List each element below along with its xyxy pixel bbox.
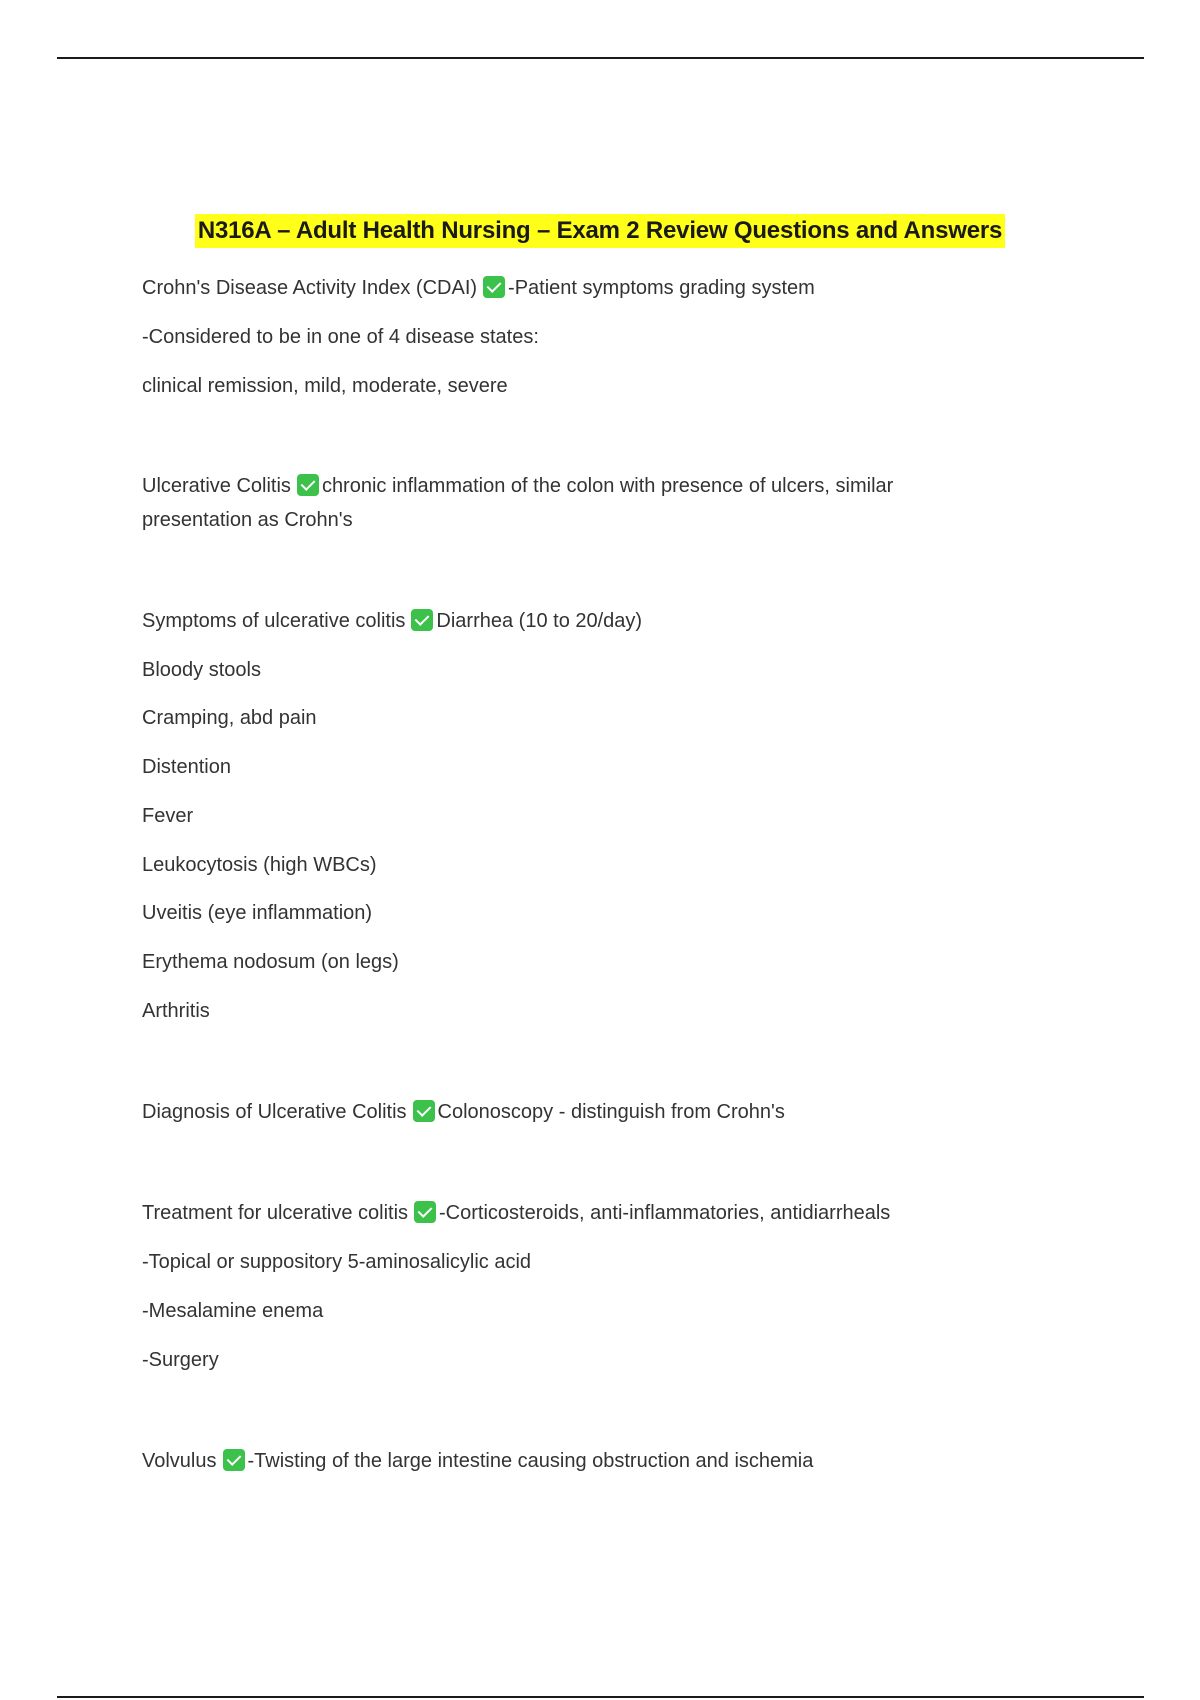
term: Ulcerative Colitis (142, 475, 291, 497)
qa-entry-uc-diagnosis (142, 1095, 785, 1129)
check-square-icon (414, 1201, 436, 1223)
answer: chronic inflammation of the colon with presence of ulcers, similar presentation as Crohn's (142, 475, 894, 531)
answer: Colonoscopy - distinguish from Crohn's (437, 1101, 785, 1123)
check-square-icon (411, 609, 433, 631)
term: Diagnosis of Ulcerative Colitis (142, 1101, 407, 1123)
answer-line: Bloody stools (142, 659, 261, 681)
bottom-rule (57, 1696, 1144, 1698)
title-container (0, 214, 1200, 248)
qa-entry-cdai (142, 271, 815, 305)
answer-line: -Surgery (142, 1349, 219, 1371)
answer-line: Fever (142, 805, 194, 827)
answer-line: clinical remission, mild, moderate, severe (142, 375, 508, 397)
answer-line: Cramping, abd pain (142, 707, 317, 729)
qa-entry-volvulus (142, 1444, 813, 1478)
answer-line: -Mesalamine enema (142, 1300, 324, 1322)
answer-line: Leukocytosis (high WBCs) (142, 854, 377, 876)
qa-entry-uc-treatment (142, 1196, 890, 1230)
check-square-icon (223, 1449, 245, 1471)
answer-line: Distention (142, 756, 231, 778)
check-square-icon (297, 474, 319, 496)
answer-line: -Considered to be in one of 4 disease states: (142, 326, 539, 348)
term: Volvulus (142, 1450, 217, 1472)
term: Crohn's Disease Activity Index (CDAI) (142, 277, 478, 299)
term: Symptoms of ulcerative colitis (142, 610, 406, 632)
answer-line: -Topical or suppository 5-aminosalicylic acid (142, 1251, 532, 1273)
check-square-icon (413, 1100, 435, 1122)
top-rule (57, 57, 1144, 59)
document-title: N316A – Adult Health Nursing – Exam 2 Review Questions and Answers (195, 214, 1005, 248)
answer-line: Erythema nodosum (on legs) (142, 951, 399, 973)
answer: -Corticosteroids, anti-inflammatories, antidiarrheals (439, 1202, 891, 1224)
answer: -Twisting of the large intestine causing obstruction and ischemia (247, 1450, 814, 1472)
answer: Diarrhea (10 to 20/day) (436, 610, 643, 632)
answer-line: Uveitis (eye inflammation) (142, 902, 373, 924)
check-square-icon (483, 276, 505, 298)
qa-entry-uc-symptoms (142, 604, 642, 638)
term: Treatment for ulcerative colitis (142, 1202, 409, 1224)
qa-entry-ulcerative-colitis (142, 469, 1002, 537)
answer-line: Arthritis (142, 1000, 210, 1022)
answer: -Patient symptoms grading system (508, 277, 815, 299)
